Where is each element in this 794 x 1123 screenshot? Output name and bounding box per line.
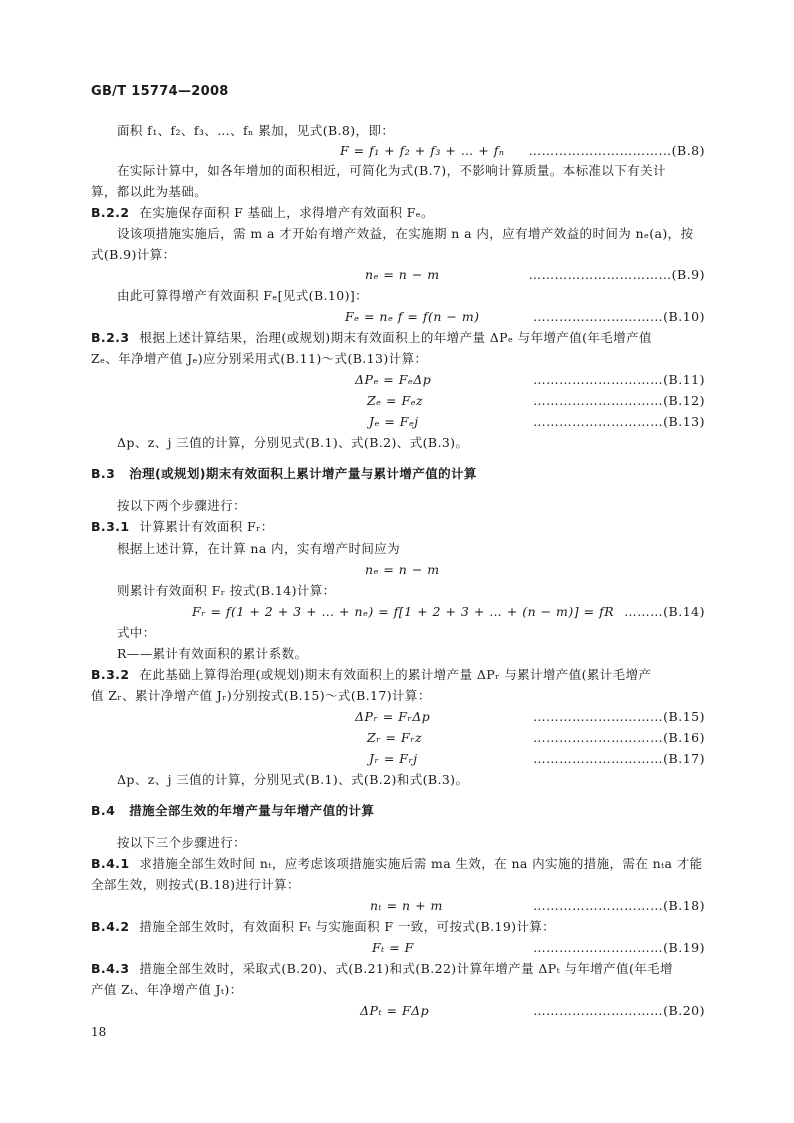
equation-number-b19: …………………………(B.19)	[533, 940, 705, 955]
section-text: 求措施全部生效时间 nₜ，应考虑该项措施实施后需 ma 生效，在 na 内实施的措施，需在 nₜa 才能	[139, 856, 703, 871]
section-number: B.3.2	[91, 667, 130, 682]
equation-number-b11: …………………………(B.11)	[533, 372, 705, 387]
equation-number-b14: ………(B.14)	[624, 604, 705, 619]
section-number: B.4.1	[91, 856, 130, 871]
text-line: 根据上述计算，在计算 na 内，实有增产时间应为	[117, 541, 401, 556]
section-text: 措施全部生效时，有效面积 Fₜ 与实施面积 F 一致，可按式(B.19)计算：	[139, 919, 556, 934]
text-line: 算，都以此为基础。	[91, 184, 208, 199]
text-line: Zₑ、年净增产值 Jₑ)应分别采用式(B.11)～式(B.13)计算：	[91, 351, 428, 366]
equation-number-b12: …………………………(B.12)	[533, 393, 705, 408]
section-number: B.4.3	[91, 961, 130, 976]
section-b-3-1	[91, 518, 274, 536]
text-line: R——累计有效面积的累计系数。	[117, 646, 308, 661]
formula-b19: Fₜ = F	[372, 940, 414, 955]
text-line: 面积 f₁、f₂、f₃、…、fₙ 累加，见式(B.8)，即：	[117, 123, 395, 138]
section-b-3-2	[91, 666, 651, 684]
text-line: Δp、z、j 三值的计算，分别见式(B.1)、式(B.2)和式(B.3)。	[117, 772, 469, 787]
section-heading-b-4	[91, 802, 374, 820]
section-text: 在实施保存面积 F 基础上，求得增产有效面积 Fₑ。	[139, 205, 434, 220]
section-title: 措施全部生效的年增产量与年增产值的计算	[129, 803, 375, 818]
page-number: 18	[91, 1025, 107, 1039]
formula-ne: nₑ = n − m	[365, 562, 440, 577]
equation-number-b15: …………………………(B.15)	[533, 709, 705, 724]
formula-b17: Jᵣ = Fᵣj	[369, 751, 418, 766]
equation-number-b18: …………………………(B.18)	[533, 898, 705, 913]
section-number: B.2.3	[91, 330, 130, 345]
equation-number-b13: …………………………(B.13)	[533, 414, 705, 429]
section-number: B.3.1	[91, 519, 130, 534]
text-line: 值 Zᵣ、累计净增产值 Jᵣ)分别按式(B.15)～式(B.17)计算：	[91, 688, 431, 703]
section-b-4-3	[91, 960, 673, 978]
text-line: 按以下三个步骤进行：	[117, 835, 247, 850]
section-text: 措施全部生效时，采取式(B.20)、式(B.21)和式(B.22)计算年增产量 ΔPₜ 与年增产值(年毛增	[139, 961, 673, 976]
text-line: 在实际计算中，如各年增加的面积相近，可简化为式(B.7)，不影响计算质量。本标准以下有关计	[117, 163, 666, 178]
section-b-2-3	[91, 329, 652, 347]
formula-b14: Fᵣ = f(1 + 2 + 3 + … + nₑ) = f[1 + 2 + 3 + … + (n − m)] = fR	[192, 604, 615, 619]
formula-b8: F = f₁ + f₂ + f₃ + … + fₙ	[340, 143, 505, 158]
equation-number-b20: …………………………(B.20)	[533, 1003, 705, 1018]
equation-number-b9: ……………………………(B.9)	[528, 267, 705, 282]
text-line: 产值 Zₜ、年净增产值 Jₜ)：	[91, 982, 243, 997]
text-line: 按以下两个步骤进行：	[117, 498, 247, 513]
formula-b10: Fₑ = nₑ f = f(n − m)	[345, 309, 480, 324]
text-line: 式中：	[117, 625, 156, 640]
formula-b16: Zᵣ = Fᵣz	[367, 730, 423, 745]
section-number: B.2.2	[91, 205, 130, 220]
section-text: 在此基础上算得治理(或规划)期末有效面积上的累计增产量 ΔPᵣ 与累计增产值(累计毛增产	[139, 667, 652, 682]
text-line: 全部生效，则按式(B.18)进行计算：	[91, 877, 300, 892]
document-id-header: GB/T 15774—2008	[91, 84, 229, 99]
formula-b9: nₑ = n − m	[365, 267, 440, 282]
formula-b18: nₜ = n + m	[370, 898, 443, 913]
section-text: 根据上述计算结果，治理(或规划)期末有效面积上的年增产量 ΔPₑ 与年增产值(年毛增产值	[139, 330, 652, 345]
section-heading-b-3	[91, 465, 477, 483]
section-b-4-1	[91, 855, 703, 873]
equation-number-b16: …………………………(B.16)	[533, 730, 705, 745]
section-title: 治理(或规划)期末有效面积上累计增产量与累计增产值的计算	[129, 466, 477, 481]
section-number: B.4.2	[91, 919, 130, 934]
formula-b15: ΔPᵣ = FᵣΔp	[355, 709, 431, 724]
formula-b20: ΔPₜ = FΔp	[360, 1003, 430, 1018]
text-line: 设该项措施实施后，需 m a 才开始有增产效益，在实施期 n a 内，应有增产效益的时间为 nₑ(a)，按	[117, 226, 694, 241]
text-line: 由此可算得增产有效面积 Fₑ[见式(B.10)]：	[117, 288, 369, 303]
equation-number-b17: …………………………(B.17)	[533, 751, 705, 766]
formula-b11: ΔPₑ = FₑΔp	[355, 372, 432, 387]
formula-b13: Jₑ = Fₑj	[369, 414, 419, 429]
section-number: B.3	[91, 466, 116, 481]
section-b-4-2	[91, 918, 555, 936]
text-line: 则累计有效面积 Fᵣ 按式(B.14)计算：	[117, 583, 336, 598]
section-b-2-2	[91, 204, 434, 222]
equation-number-b10: …………………………(B.10)	[533, 309, 705, 324]
formula-b12: Zₑ = Fₑz	[367, 393, 424, 408]
text-line: 式(B.9)计算：	[91, 247, 176, 262]
text-line: Δp、z、j 三值的计算，分别见式(B.1)、式(B.2)、式(B.3)。	[117, 435, 469, 450]
section-number: B.4	[91, 803, 116, 818]
section-text: 计算累计有效面积 Fᵣ：	[139, 519, 274, 534]
equation-number-b8: ……………………………(B.8)	[528, 143, 705, 158]
